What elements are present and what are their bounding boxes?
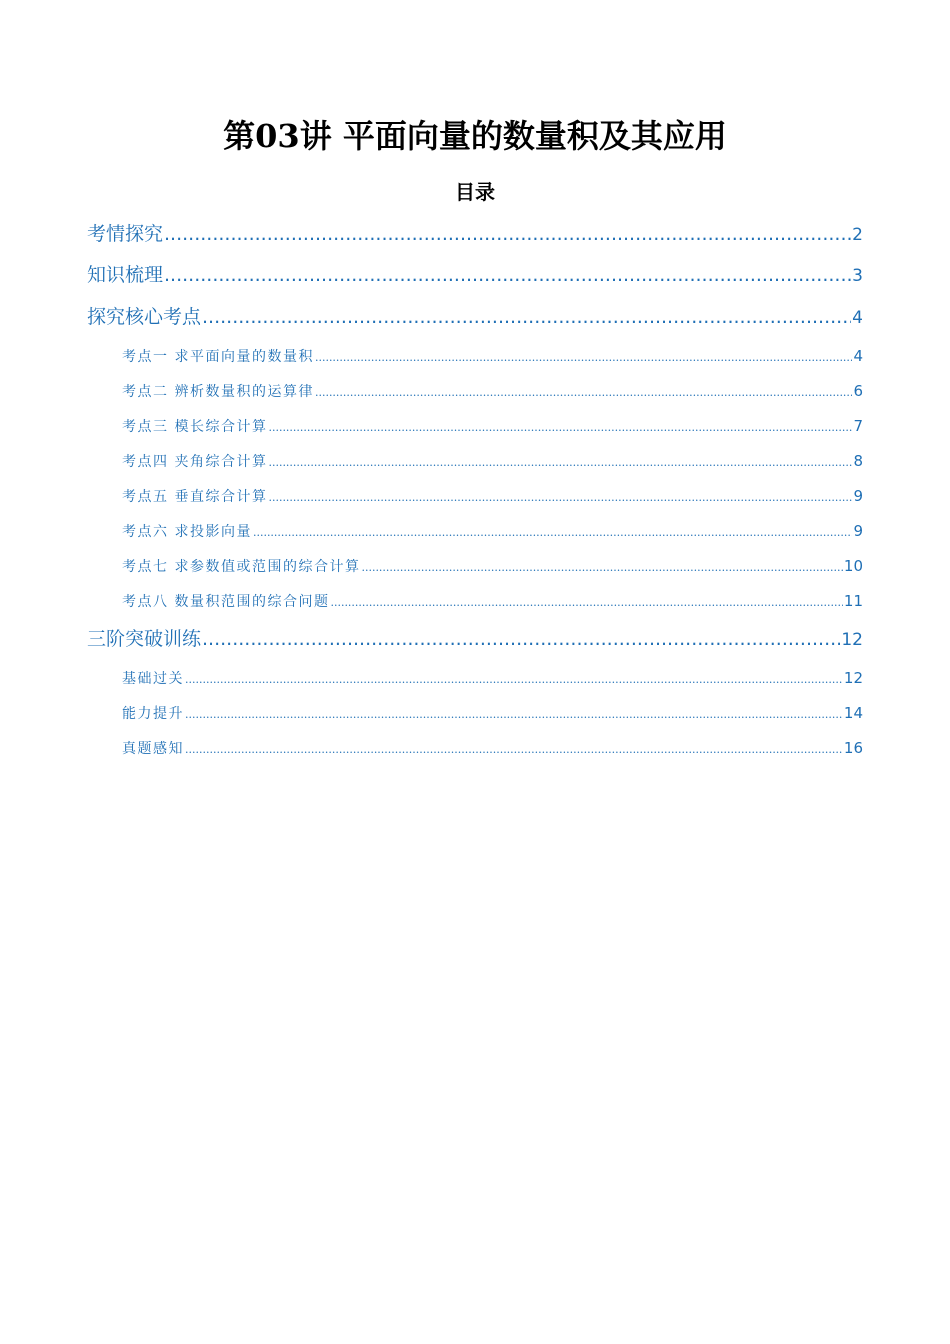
toc-leader-dots [202, 625, 840, 653]
toc-page-number: 3 [852, 266, 863, 286]
toc-entry-zhenti-ganzhi[interactable] [122, 737, 863, 759]
toc-entry-nengli-tisheng[interactable] [122, 702, 863, 724]
toc-entry-kaoqing-tanjiu[interactable] [87, 220, 863, 248]
toc-page-number: 10 [843, 557, 863, 575]
toc-entry-tanjiu-hexin-kaodian[interactable] [87, 303, 863, 331]
toc-leader-dots [268, 417, 852, 439]
toc-page-number: 7 [853, 417, 863, 435]
toc-page-number: 4 [853, 347, 863, 365]
toc-entry-label: 能力提升 [122, 706, 184, 722]
toc-leader-dots [330, 592, 842, 614]
toc-leader-dots [268, 452, 852, 474]
toc-entry-sanjie-tupo-xunlian[interactable] [87, 625, 863, 653]
toc-page-number: 14 [843, 704, 863, 722]
toc-entry-label: 知识梳理 [87, 264, 164, 286]
toc-page-number: 8 [853, 452, 863, 470]
toc-page-number: 16 [843, 739, 863, 757]
toc-entry-label: 考点五 垂直综合计算 [122, 489, 268, 505]
toc-entry-label: 考点四 夹角综合计算 [122, 454, 268, 470]
toc-page-number: 6 [853, 382, 863, 400]
toc-leader-dots [164, 261, 851, 289]
toc-entry-label: 考点七 求参数值或范围的综合计算 [122, 559, 361, 575]
toc-leader-dots [361, 557, 842, 579]
toc-entry-kaodian-6[interactable] [122, 520, 863, 542]
toc-entry-kaodian-3[interactable] [122, 415, 863, 437]
toc-page-number: 9 [853, 522, 863, 540]
toc-entry-label: 真题感知 [122, 741, 184, 757]
toc-entry-kaodian-2[interactable] [122, 380, 863, 402]
toc-leader-dots [185, 739, 843, 761]
toc-page-number: 12 [841, 630, 863, 650]
toc-entry-label: 三阶突破训练 [87, 628, 202, 650]
toc-leader-dots [253, 522, 853, 544]
toc-leader-dots [268, 487, 852, 509]
toc-page-number: 2 [852, 225, 863, 245]
toc-leader-dots [315, 382, 853, 404]
toc-entry-kaodian-1[interactable] [122, 345, 863, 367]
toc-entry-zhishi-shuli[interactable] [87, 261, 863, 289]
toc-entry-kaodian-5[interactable] [122, 485, 863, 507]
toc-leader-dots [202, 303, 851, 331]
toc-leader-dots [185, 669, 843, 691]
toc-heading: 目录 [455, 180, 495, 204]
toc-page-number: 4 [852, 308, 863, 328]
document-title: 第03讲 平面向量的数量积及其应用 [223, 117, 727, 155]
toc-entry-kaodian-8[interactable] [122, 590, 863, 612]
toc-page-number: 9 [853, 487, 863, 505]
toc-entry-label: 考点八 数量积范围的综合问题 [122, 594, 330, 610]
toc-entry-label: 考点六 求投影向量 [122, 524, 252, 540]
toc-entry-label: 考点三 模长综合计算 [122, 419, 268, 435]
toc-entry-kaodian-7[interactable] [122, 555, 863, 577]
toc-leader-dots [185, 704, 843, 726]
toc-entry-label: 考点二 辨析数量积的运算律 [122, 384, 314, 400]
toc-entry-jichu-guoguan[interactable] [122, 667, 863, 689]
toc-entry-label: 考情探究 [87, 223, 164, 245]
toc-entry-label: 考点一 求平面向量的数量积 [122, 349, 314, 365]
toc-entry-kaodian-4[interactable] [122, 450, 863, 472]
toc-leader-dots [315, 347, 853, 369]
toc-page-number: 11 [843, 592, 863, 610]
toc-entry-label: 探究核心考点 [87, 306, 202, 328]
toc-entry-label: 基础过关 [122, 671, 184, 687]
toc-leader-dots [164, 220, 851, 248]
toc-page-number: 12 [843, 669, 863, 687]
